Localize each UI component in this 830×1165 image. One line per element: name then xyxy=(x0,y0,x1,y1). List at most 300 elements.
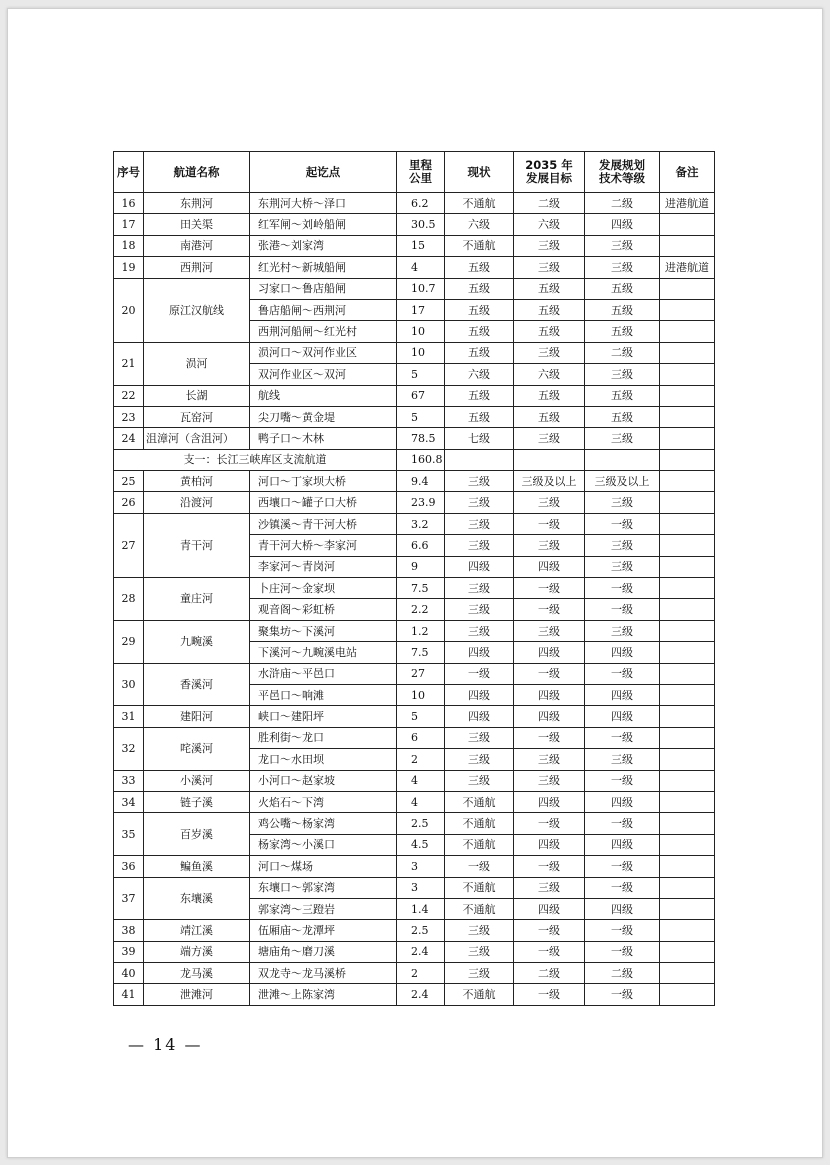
table-row xyxy=(114,428,715,449)
cell-dist: 4 xyxy=(397,791,445,812)
cell-target: 二级 xyxy=(514,193,585,214)
cell-dist: 2.5 xyxy=(397,920,445,941)
cell-name: 长湖 xyxy=(144,385,250,406)
cell-dist: 1.4 xyxy=(397,898,445,919)
cell-target: 五级 xyxy=(514,321,585,342)
table-row xyxy=(114,235,715,256)
table-row xyxy=(114,706,715,727)
cell-plan: 三级及以上 xyxy=(585,471,660,492)
cell-status: 不通航 xyxy=(445,813,514,834)
cell-plan: 四级 xyxy=(585,834,660,855)
cell-plan: 四级 xyxy=(585,214,660,235)
cell-target: 一级 xyxy=(514,578,585,599)
cell-status: 四级 xyxy=(445,556,514,577)
cell-dist: 10 xyxy=(397,684,445,705)
cell-plan: 一级 xyxy=(585,941,660,962)
cell-target: 三级 xyxy=(514,492,585,513)
cell-status: 五级 xyxy=(445,321,514,342)
cell-no: 33 xyxy=(114,770,144,791)
cell-target: 五级 xyxy=(514,278,585,299)
cell-note xyxy=(660,877,715,898)
cell-route: 红军闸～刘岭船闸 xyxy=(250,214,397,235)
cell-note xyxy=(660,727,715,748)
cell-route: 杨家湾～小溪口 xyxy=(250,834,397,855)
cell-route: 西荆河船闸～红光村 xyxy=(250,321,397,342)
cell-plan: 一级 xyxy=(585,920,660,941)
cell-target: 三级及以上 xyxy=(514,471,585,492)
table-row xyxy=(114,941,715,962)
cell-dist: 17 xyxy=(397,299,445,320)
cell-dist: 2 xyxy=(397,749,445,770)
cell-name: 咤溪河 xyxy=(144,727,250,770)
cell-no: 25 xyxy=(114,471,144,492)
cell-route: 峡口～建阳坪 xyxy=(250,706,397,727)
cell-note xyxy=(660,749,715,770)
cell-plan: 一级 xyxy=(585,877,660,898)
cell-dist: 10.7 xyxy=(397,278,445,299)
cell-note xyxy=(660,813,715,834)
cell-name: 田关渠 xyxy=(144,214,250,235)
table-row xyxy=(114,471,715,492)
cell-target: 六级 xyxy=(514,214,585,235)
cell-plan: 四级 xyxy=(585,791,660,812)
cell-plan: 一级 xyxy=(585,984,660,1005)
header-status: 现状 xyxy=(445,152,514,193)
cell-note xyxy=(660,770,715,791)
header-dist: 里程 公里 xyxy=(397,152,445,193)
cell-no: 35 xyxy=(114,813,144,856)
cell-dist: 3 xyxy=(397,856,445,877)
cell-no: 24 xyxy=(114,428,144,449)
cell-status: 三级 xyxy=(445,471,514,492)
cell-status: 六级 xyxy=(445,364,514,385)
cell-plan: 五级 xyxy=(585,321,660,342)
cell-note xyxy=(660,513,715,534)
cell-no: 21 xyxy=(114,342,144,385)
cell-note xyxy=(660,642,715,663)
table-row xyxy=(114,492,715,513)
cell-target: 三级 xyxy=(514,235,585,256)
cell-target: 四级 xyxy=(514,684,585,705)
cell-plan: 三级 xyxy=(585,556,660,577)
cell-status: 三级 xyxy=(445,941,514,962)
cell-target: 四级 xyxy=(514,556,585,577)
cell-note xyxy=(660,599,715,620)
cell-target: 五级 xyxy=(514,385,585,406)
cell-dist: 9 xyxy=(397,556,445,577)
cell-plan: 一级 xyxy=(585,599,660,620)
cell-name: 青干河 xyxy=(144,513,250,577)
table-row xyxy=(114,578,715,599)
table-row xyxy=(114,257,715,278)
cell-plan: 二级 xyxy=(585,342,660,363)
cell-name: 沮漳河（含沮河） xyxy=(144,428,250,449)
cell-plan: 三级 xyxy=(585,749,660,770)
cell-status: 一级 xyxy=(445,663,514,684)
table-row xyxy=(114,791,715,812)
cell-no: 32 xyxy=(114,727,144,770)
cell-route: 航线 xyxy=(250,385,397,406)
cell-dist: 6.2 xyxy=(397,193,445,214)
cell-name: 靖江溪 xyxy=(144,920,250,941)
cell-dist: 30.5 xyxy=(397,214,445,235)
cell-name: 建阳河 xyxy=(144,706,250,727)
cell-route: 沙镇溪～青干河大桥 xyxy=(250,513,397,534)
cell-dist: 10 xyxy=(397,342,445,363)
cell-target: 四级 xyxy=(514,706,585,727)
cell-plan: 三级 xyxy=(585,257,660,278)
cell-route: 双龙寺～龙马溪桥 xyxy=(250,963,397,984)
cell-route: 下溪河～九畹溪电站 xyxy=(250,642,397,663)
cell-plan: 五级 xyxy=(585,299,660,320)
cell-status: 五级 xyxy=(445,406,514,427)
cell-route: 红光村～新城船闸 xyxy=(250,257,397,278)
cell-plan: 四级 xyxy=(585,642,660,663)
cell-note xyxy=(660,898,715,919)
cell-plan: 一级 xyxy=(585,663,660,684)
cell-note: 进港航道 xyxy=(660,193,715,214)
cell-no: 30 xyxy=(114,663,144,706)
cell-note xyxy=(660,492,715,513)
cell-note xyxy=(660,620,715,641)
cell-plan: 三级 xyxy=(585,492,660,513)
cell-dist: 15 xyxy=(397,235,445,256)
cell-dist: 78.5 xyxy=(397,428,445,449)
cell-dist: 4.5 xyxy=(397,834,445,855)
cell-empty xyxy=(514,449,585,470)
cell-route: 双河作业区～双河 xyxy=(250,364,397,385)
header-target: 2035 年 发展目标 xyxy=(514,152,585,193)
cell-note xyxy=(660,663,715,684)
cell-target: 四级 xyxy=(514,834,585,855)
cell-route: 张港～刘家湾 xyxy=(250,235,397,256)
cell-status: 不通航 xyxy=(445,834,514,855)
cell-name: 童庄河 xyxy=(144,578,250,621)
cell-status: 三级 xyxy=(445,920,514,941)
header-note: 备注 xyxy=(660,152,715,193)
cell-status: 三级 xyxy=(445,620,514,641)
table-row xyxy=(114,770,715,791)
cell-dist: 5 xyxy=(397,364,445,385)
cell-name: 沿渡河 xyxy=(144,492,250,513)
cell-status: 不通航 xyxy=(445,193,514,214)
cell-name: 泄滩河 xyxy=(144,984,250,1005)
cell-route: 火焰石～下湾 xyxy=(250,791,397,812)
table-row xyxy=(114,877,715,898)
cell-status: 不通航 xyxy=(445,791,514,812)
cell-route: 卜庄河～金家坝 xyxy=(250,578,397,599)
cell-plan: 三级 xyxy=(585,235,660,256)
table-row xyxy=(114,406,715,427)
cell-plan: 五级 xyxy=(585,385,660,406)
cell-no: 19 xyxy=(114,257,144,278)
cell-note xyxy=(660,684,715,705)
cell-plan: 四级 xyxy=(585,684,660,705)
cell-no: 16 xyxy=(114,193,144,214)
header-plan: 发展规划 技术等级 xyxy=(585,152,660,193)
cell-dist: 27 xyxy=(397,663,445,684)
cell-plan: 一级 xyxy=(585,813,660,834)
cell-dist: 5 xyxy=(397,406,445,427)
cell-note xyxy=(660,941,715,962)
cell-target: 一级 xyxy=(514,813,585,834)
table-row xyxy=(114,727,715,748)
cell-route: 郭家湾～三蹬岩 xyxy=(250,898,397,919)
cell-status: 不通航 xyxy=(445,898,514,919)
cell-status: 七级 xyxy=(445,428,514,449)
table-row xyxy=(114,342,715,363)
cell-target: 六级 xyxy=(514,364,585,385)
cell-plan: 三级 xyxy=(585,620,660,641)
cell-dist: 3 xyxy=(397,877,445,898)
cell-route: 青干河大桥～李家河 xyxy=(250,535,397,556)
cell-name: 东荆河 xyxy=(144,193,250,214)
cell-note xyxy=(660,984,715,1005)
cell-plan: 一级 xyxy=(585,513,660,534)
waterway-table xyxy=(113,151,715,1006)
cell-note xyxy=(660,556,715,577)
cell-route: 泄滩～上陈家湾 xyxy=(250,984,397,1005)
cell-empty xyxy=(445,449,514,470)
table-row xyxy=(114,663,715,684)
cell-target: 一级 xyxy=(514,856,585,877)
cell-dist: 6.6 xyxy=(397,535,445,556)
cell-status: 三级 xyxy=(445,578,514,599)
cell-name: 鳊鱼溪 xyxy=(144,856,250,877)
cell-route: 龙口～水田坝 xyxy=(250,749,397,770)
cell-name: 原江汉航线 xyxy=(144,278,250,342)
cell-status: 不通航 xyxy=(445,984,514,1005)
cell-target: 一级 xyxy=(514,727,585,748)
cell-empty xyxy=(660,449,715,470)
cell-plan: 四级 xyxy=(585,898,660,919)
cell-note xyxy=(660,299,715,320)
cell-dist: 2.4 xyxy=(397,941,445,962)
cell-target: 四级 xyxy=(514,791,585,812)
cell-dist: 7.5 xyxy=(397,642,445,663)
cell-status: 不通航 xyxy=(445,877,514,898)
page-number: — 14 — xyxy=(128,1035,203,1054)
cell-note xyxy=(660,235,715,256)
cell-no: 31 xyxy=(114,706,144,727)
cell-target: 三级 xyxy=(514,877,585,898)
cell-name: 百岁溪 xyxy=(144,813,250,856)
cell-status: 三级 xyxy=(445,535,514,556)
section-row xyxy=(114,449,715,470)
cell-plan: 二级 xyxy=(585,963,660,984)
cell-no: 37 xyxy=(114,877,144,920)
cell-name: 涢河 xyxy=(144,342,250,385)
cell-plan: 一级 xyxy=(585,578,660,599)
cell-note xyxy=(660,535,715,556)
cell-route: 胜利街～龙口 xyxy=(250,727,397,748)
table-row xyxy=(114,513,715,534)
cell-plan: 一级 xyxy=(585,727,660,748)
cell-note xyxy=(660,214,715,235)
header-no: 序号 xyxy=(114,152,144,193)
cell-status: 四级 xyxy=(445,706,514,727)
cell-target: 四级 xyxy=(514,642,585,663)
cell-dist: 4 xyxy=(397,257,445,278)
cell-target: 一级 xyxy=(514,599,585,620)
cell-route: 河口～煤场 xyxy=(250,856,397,877)
cell-note xyxy=(660,963,715,984)
cell-name: 南港河 xyxy=(144,235,250,256)
cell-status: 五级 xyxy=(445,299,514,320)
cell-route: 平邑口～响滩 xyxy=(250,684,397,705)
cell-dist: 2.4 xyxy=(397,984,445,1005)
header-route: 起讫点 xyxy=(250,152,397,193)
cell-dist: 1.2 xyxy=(397,620,445,641)
cell-dist: 5 xyxy=(397,706,445,727)
cell-status: 五级 xyxy=(445,342,514,363)
table-body xyxy=(114,193,715,1006)
cell-status: 三级 xyxy=(445,599,514,620)
cell-target: 四级 xyxy=(514,898,585,919)
cell-status: 三级 xyxy=(445,963,514,984)
cell-dist: 2.5 xyxy=(397,813,445,834)
cell-no: 34 xyxy=(114,791,144,812)
cell-no: 20 xyxy=(114,278,144,342)
table-row xyxy=(114,214,715,235)
table-row xyxy=(114,856,715,877)
cell-dist: 10 xyxy=(397,321,445,342)
cell-name: 瓦窑河 xyxy=(144,406,250,427)
cell-route: 东荆河大桥～泽口 xyxy=(250,193,397,214)
cell-plan: 四级 xyxy=(585,706,660,727)
cell-plan: 二级 xyxy=(585,193,660,214)
cell-section: 支一：长江三峡库区支流航道 xyxy=(114,449,397,470)
cell-status: 不通航 xyxy=(445,235,514,256)
cell-target: 三级 xyxy=(514,428,585,449)
cell-target: 一级 xyxy=(514,663,585,684)
cell-dist: 7.5 xyxy=(397,578,445,599)
table-row xyxy=(114,385,715,406)
cell-route: 伍厢庙～龙潭坪 xyxy=(250,920,397,941)
cell-route: 鸭子口～木林 xyxy=(250,428,397,449)
cell-plan: 三级 xyxy=(585,364,660,385)
cell-note: 进港航道 xyxy=(660,257,715,278)
cell-dist: 2 xyxy=(397,963,445,984)
cell-status: 五级 xyxy=(445,257,514,278)
cell-plan: 三级 xyxy=(585,535,660,556)
table-row xyxy=(114,984,715,1005)
cell-route: 塘庙角～磨刀溪 xyxy=(250,941,397,962)
cell-target: 一级 xyxy=(514,941,585,962)
cell-name: 端方溪 xyxy=(144,941,250,962)
cell-no: 18 xyxy=(114,235,144,256)
cell-route: 观音阁～彩虹桥 xyxy=(250,599,397,620)
cell-status: 四级 xyxy=(445,684,514,705)
cell-target: 一级 xyxy=(514,984,585,1005)
cell-dist: 23.9 xyxy=(397,492,445,513)
cell-no: 27 xyxy=(114,513,144,577)
cell-status: 三级 xyxy=(445,513,514,534)
cell-name: 九畹溪 xyxy=(144,620,250,663)
cell-target: 一级 xyxy=(514,920,585,941)
cell-plan: 一级 xyxy=(585,770,660,791)
cell-status: 三级 xyxy=(445,492,514,513)
cell-name: 龙马溪 xyxy=(144,963,250,984)
cell-status: 一级 xyxy=(445,856,514,877)
cell-route: 鸡公嘴～杨家湾 xyxy=(250,813,397,834)
cell-dist: 160.8 xyxy=(397,449,445,470)
cell-target: 二级 xyxy=(514,963,585,984)
cell-note xyxy=(660,321,715,342)
cell-route: 尖刀嘴～黄金堤 xyxy=(250,406,397,427)
cell-target: 三级 xyxy=(514,770,585,791)
cell-note xyxy=(660,471,715,492)
cell-route: 东壤口～郭家湾 xyxy=(250,877,397,898)
cell-note xyxy=(660,791,715,812)
cell-route: 水浒庙～平邑口 xyxy=(250,663,397,684)
table-row xyxy=(114,193,715,214)
cell-note xyxy=(660,706,715,727)
cell-target: 一级 xyxy=(514,513,585,534)
cell-status: 五级 xyxy=(445,385,514,406)
cell-name: 东壤溪 xyxy=(144,877,250,920)
cell-target: 三级 xyxy=(514,342,585,363)
cell-status: 六级 xyxy=(445,214,514,235)
cell-no: 41 xyxy=(114,984,144,1005)
header-name: 航道名称 xyxy=(144,152,250,193)
cell-note xyxy=(660,920,715,941)
table-header-row xyxy=(114,152,715,193)
cell-status: 四级 xyxy=(445,642,514,663)
cell-name: 黄柏河 xyxy=(144,471,250,492)
cell-route: 西壤口～罐子口大桥 xyxy=(250,492,397,513)
cell-plan: 三级 xyxy=(585,428,660,449)
cell-route: 聚集坊～下溪河 xyxy=(250,620,397,641)
cell-target: 三级 xyxy=(514,257,585,278)
cell-target: 五级 xyxy=(514,406,585,427)
cell-no: 22 xyxy=(114,385,144,406)
table-row xyxy=(114,963,715,984)
cell-route: 河口～丁家坝大桥 xyxy=(250,471,397,492)
cell-name: 西荆河 xyxy=(144,257,250,278)
cell-route: 涢河口～双河作业区 xyxy=(250,342,397,363)
cell-note xyxy=(660,578,715,599)
cell-dist: 2.2 xyxy=(397,599,445,620)
cell-target: 三级 xyxy=(514,620,585,641)
cell-target: 五级 xyxy=(514,299,585,320)
table-row xyxy=(114,920,715,941)
cell-dist: 67 xyxy=(397,385,445,406)
cell-empty xyxy=(585,449,660,470)
cell-note xyxy=(660,342,715,363)
cell-route: 习家口～鲁店船闸 xyxy=(250,278,397,299)
cell-name: 香溪河 xyxy=(144,663,250,706)
cell-dist: 6 xyxy=(397,727,445,748)
cell-status: 五级 xyxy=(445,278,514,299)
cell-note xyxy=(660,428,715,449)
cell-status: 三级 xyxy=(445,749,514,770)
cell-note xyxy=(660,278,715,299)
document-page xyxy=(7,8,823,1158)
cell-route: 小河口～赵家坡 xyxy=(250,770,397,791)
cell-no: 17 xyxy=(114,214,144,235)
table-row xyxy=(114,620,715,641)
cell-route: 鲁店船闸～西荆河 xyxy=(250,299,397,320)
cell-note xyxy=(660,364,715,385)
table-row xyxy=(114,278,715,299)
cell-status: 三级 xyxy=(445,727,514,748)
cell-no: 26 xyxy=(114,492,144,513)
cell-note xyxy=(660,834,715,855)
cell-no: 36 xyxy=(114,856,144,877)
cell-dist: 9.4 xyxy=(397,471,445,492)
cell-no: 23 xyxy=(114,406,144,427)
